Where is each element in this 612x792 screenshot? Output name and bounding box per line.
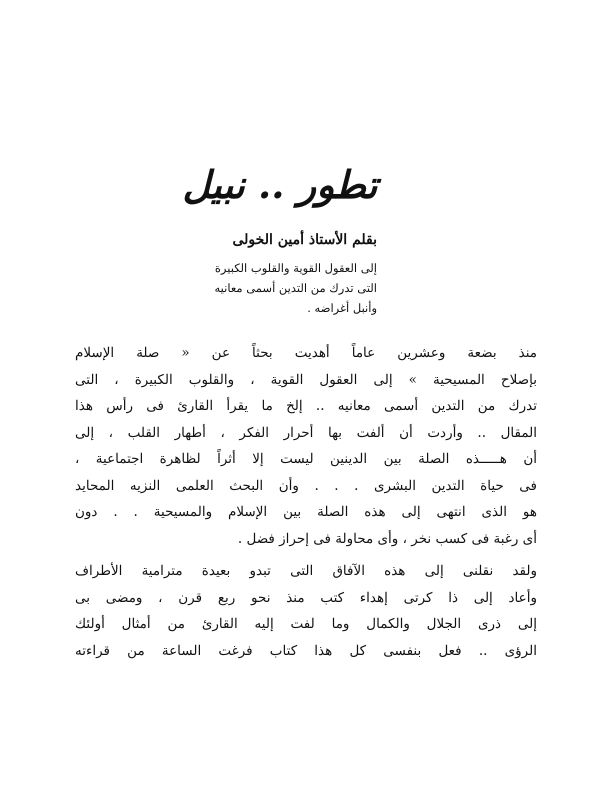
paragraph-2 (75, 558, 537, 664)
text-line: ولقد نقلنى إلى هذه الآفاق التى تبدو بعيدة مترامية الأطراف (75, 563, 537, 579)
dedication-block (187, 258, 377, 318)
text-line: تدرك من التدين أسمى معانيه .. إلخ ما يقرأ القارئ فى رأس هذا (75, 398, 537, 414)
paragraph-1 (75, 340, 537, 552)
text-line: فى حياة التدين البشرى . . . وأن البحث العلمى النزيه المحايد (75, 477, 537, 494)
text-line: إلى ذرى الجلال والكمال وما لفت إليه القارئ من أمثال أولئك (75, 616, 537, 632)
text-line: أن هـــــذه الصلة بين الدينين ليست إلا أثراً لظاهرة اجتماعية ، (75, 451, 537, 467)
dedication-line: إلى العقول القوية والقلوب الكبيرة (214, 261, 377, 275)
article-body (75, 340, 537, 664)
dedication-line: التى تدرك من التدين أسمى معانيه (214, 281, 377, 295)
text-line: المقال .. وأردت أن ألفت بها أحرار الفكر ، أطهار القلب ، إلى (75, 424, 537, 441)
text-line: بإصلاح المسيحية » إلى العقول القوية ، والقلوب الكبيرة ، التى (75, 371, 537, 388)
text-line: هو الذى انتهى إلى هذه الصلة بين الإسلام والمسيحية . . دون (75, 504, 537, 520)
text-line: الرؤى .. فعل بنفسى كل هذا كتاب فرغت الساعة من قراءته (75, 642, 537, 659)
author-byline: بقلم الأستاذ أمين الخولى (232, 232, 377, 248)
text-line: منذ بضعة وعشرين عاماً أهديت بحثاً عن « صلة الإسلام (75, 345, 537, 361)
text-line: وأعاد إلى ذا كرتى إهداء كتب منذ نحو ربع قرن ، ومضى بى (75, 589, 537, 606)
text-line: أى رغبة فى كسب نخر ، وأى محاولة فى إحراز فضل . (237, 530, 537, 547)
dedication-line: وأنبل أغراضه . (307, 301, 377, 315)
article-title: تطور .. نبيل (182, 162, 378, 207)
